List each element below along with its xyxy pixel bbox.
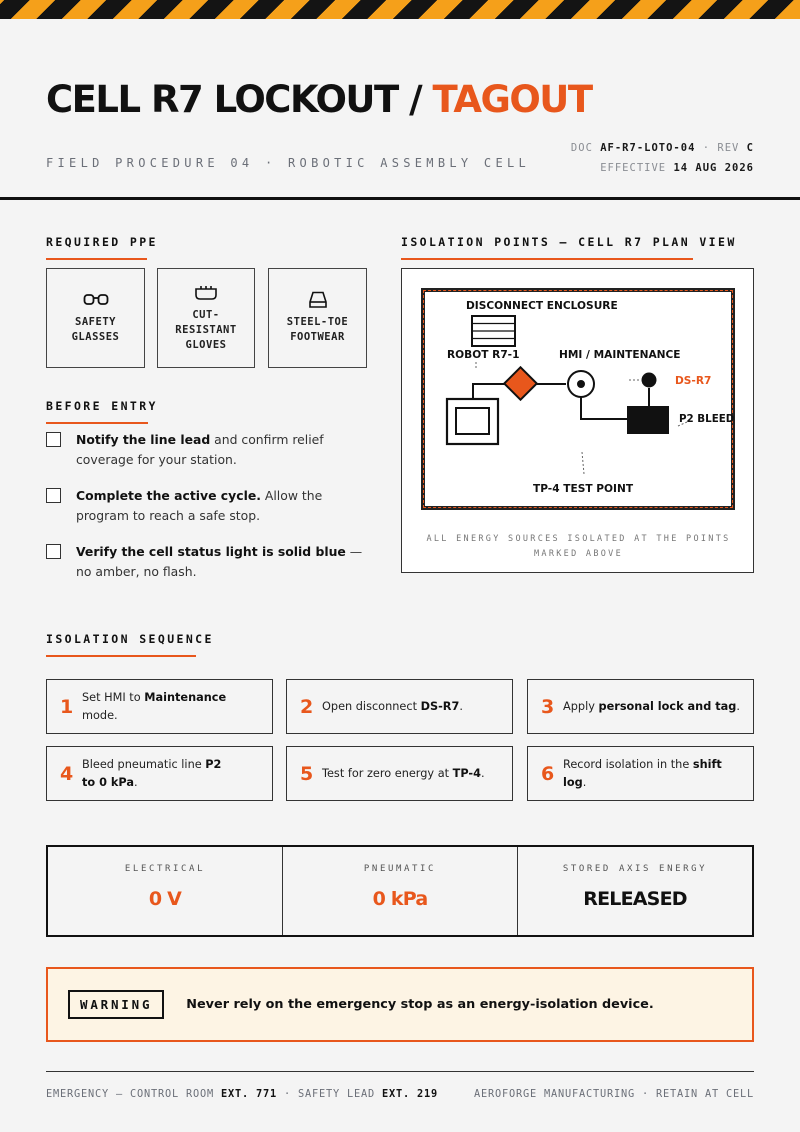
rev-value: C	[746, 142, 754, 154]
emergency-label: EMERGENCY — CONTROL ROOM	[46, 1088, 214, 1100]
ppe-label: CUT-RESISTANT GLOVES	[175, 308, 237, 351]
checklist-text	[76, 486, 366, 526]
step-text-part: .	[480, 766, 485, 780]
footer-contacts	[46, 1088, 438, 1100]
step-text-part: Apply	[563, 699, 599, 713]
step-text-bold: Maintenance	[144, 690, 227, 704]
page-title	[46, 78, 592, 121]
step-text-part: .	[582, 775, 587, 789]
step-number: 1	[60, 695, 74, 718]
hmi-icon	[568, 371, 594, 397]
step-text-bold: shift log	[563, 757, 722, 789]
checklist-bold: Notify the line lead	[76, 432, 211, 447]
safety-glasses-icon	[83, 291, 109, 309]
step-number: 2	[300, 695, 314, 718]
section-heading-before-entry: BEFORE ENTRY	[46, 399, 148, 424]
checklist-rest: Allow the program to reach a safe stop.	[76, 488, 323, 523]
status-label: ELECTRICAL	[124, 864, 206, 874]
label-tp4: TP-4 TEST POINT	[533, 483, 634, 495]
checkbox[interactable]	[46, 488, 61, 503]
step-text	[322, 765, 493, 783]
status-cell-pneumatic	[283, 847, 518, 935]
header-divider	[0, 197, 800, 200]
safety-lead-ext: EXT. 219	[381, 1088, 438, 1100]
gloves-icon	[193, 284, 219, 302]
step-text-bold: TP-4	[452, 766, 481, 780]
step-number: 4	[60, 762, 74, 785]
step-text-bold: DS-R7	[420, 699, 460, 713]
step-text-part: mode.	[82, 708, 118, 722]
sequence-step-4	[46, 746, 273, 801]
step-text-part: Bleed pneumatic line	[82, 757, 206, 771]
section-heading-plan: ISOLATION POINTS — CELL R7 PLAN VIEW	[401, 235, 693, 260]
status-cell-axis-energy	[518, 847, 752, 935]
step-text	[82, 756, 242, 792]
energy-status-table	[46, 845, 754, 937]
footer-company: AEROFORGE MANUFACTURING · RETAIN AT CELL	[474, 1088, 754, 1100]
label-robot: ROBOT R7-1	[447, 349, 520, 361]
step-number: 5	[300, 762, 314, 785]
checklist-bold: Complete the active cycle.	[76, 488, 261, 503]
checklist-rest: and confirm relief coverage for your station.	[76, 432, 324, 467]
plan-caption: ALL ENERGY SOURCES ISOLATED AT THE POINTS MARKED ABOVE	[426, 534, 731, 559]
checklist-item	[46, 486, 366, 526]
ds-r7-point-icon	[642, 373, 657, 388]
lockout-point-icon	[504, 367, 537, 400]
disconnect-enclosure-icon	[472, 316, 515, 346]
checklist-bold: Verify the cell status light is solid blue	[76, 544, 346, 559]
title-accent: TAGOUT	[432, 78, 592, 121]
hazard-stripe-banner	[0, 0, 800, 19]
checklist-item	[46, 542, 366, 582]
page-subtitle: FIELD PROCEDURE 04 · ROBOTIC ASSEMBLY CELL	[46, 156, 531, 170]
step-text-part: Set HMI to	[82, 690, 145, 704]
sequence-step-6	[527, 746, 754, 801]
doc-id-line	[571, 138, 754, 158]
checkbox[interactable]	[46, 544, 61, 559]
checklist-rest: — no amber, no flash.	[76, 544, 363, 579]
footer-divider	[46, 1071, 754, 1072]
footer-separator: ·	[276, 1088, 298, 1100]
step-text-part: .	[736, 699, 740, 713]
step-text	[82, 689, 272, 725]
sequence-step-2	[286, 679, 513, 734]
safety-lead-label: SAFETY LEAD	[297, 1088, 375, 1100]
sequence-step-1	[46, 679, 273, 734]
ppe-card-footwear	[268, 268, 367, 368]
step-number: 3	[541, 695, 555, 718]
status-cell-electrical	[48, 847, 283, 935]
step-text-bold: personal lock and tag	[598, 699, 737, 713]
plan-diagram	[425, 292, 731, 506]
status-value: 0 kPa	[372, 888, 428, 910]
ppe-label: SAFETY GLASSES	[71, 316, 120, 343]
section-heading-sequence: ISOLATION SEQUENCE	[46, 632, 196, 657]
status-value: RELEASED	[583, 888, 687, 910]
effective-label: EFFECTIVE	[600, 162, 667, 174]
plan-view-panel	[401, 268, 754, 573]
checklist-text	[76, 542, 366, 582]
status-value: 0 V	[148, 888, 182, 910]
label-p2-bleed: P2 BLEED	[679, 413, 735, 425]
effective-line	[571, 158, 754, 178]
step-text	[563, 756, 753, 792]
label-ds-r7: DS-R7	[675, 375, 712, 387]
label-hmi: HMI / MAINTENANCE	[559, 349, 681, 361]
warning-tag: WARNING	[68, 990, 164, 1019]
step-text	[322, 698, 471, 716]
status-label: STORED AXIS ENERGY	[562, 864, 708, 874]
ppe-card-glasses	[46, 268, 145, 368]
status-label: PNEUMATIC	[363, 864, 437, 874]
checklist-text	[76, 430, 366, 470]
doc-label: DOC	[570, 142, 593, 154]
step-text-bold: P2 to 0 kPa	[82, 757, 222, 789]
emergency-ext: EXT. 771	[220, 1088, 277, 1100]
sequence-step-3	[527, 679, 754, 734]
checkbox[interactable]	[46, 432, 61, 447]
step-text	[563, 698, 748, 716]
ppe-label: STEEL-TOE FOOTWEAR	[286, 316, 349, 343]
step-text-part: Test for zero energy at	[322, 766, 453, 780]
cell-boundary	[421, 288, 735, 510]
checklist-item	[46, 430, 366, 470]
rev-label: · REV	[702, 142, 740, 154]
step-text-part: .	[459, 699, 463, 713]
warning-text: Never rely on the emergency stop as an energy-isolation device.	[186, 997, 654, 1012]
effective-date: 14 AUG 2026	[673, 162, 754, 174]
section-heading-ppe: REQUIRED PPE	[46, 235, 147, 260]
title-main: CELL R7 LOCKOUT /	[46, 78, 433, 121]
warning-box	[46, 967, 754, 1042]
ppe-card-gloves	[157, 268, 255, 368]
label-disconnect-enclosure: DISCONNECT ENCLOSURE	[466, 300, 618, 312]
step-number: 6	[541, 762, 555, 785]
doc-id: AF-R7-LOTO-04	[600, 142, 696, 154]
document-meta	[571, 138, 754, 178]
step-text-part: Record isolation in the	[563, 757, 693, 771]
step-text-part: Open disconnect	[322, 699, 421, 713]
robot-r7-1-icon	[447, 399, 498, 444]
sequence-step-5	[286, 746, 513, 801]
step-text-part: .	[134, 775, 138, 789]
p2-bleed-icon	[627, 406, 669, 434]
boot-icon	[305, 291, 331, 309]
